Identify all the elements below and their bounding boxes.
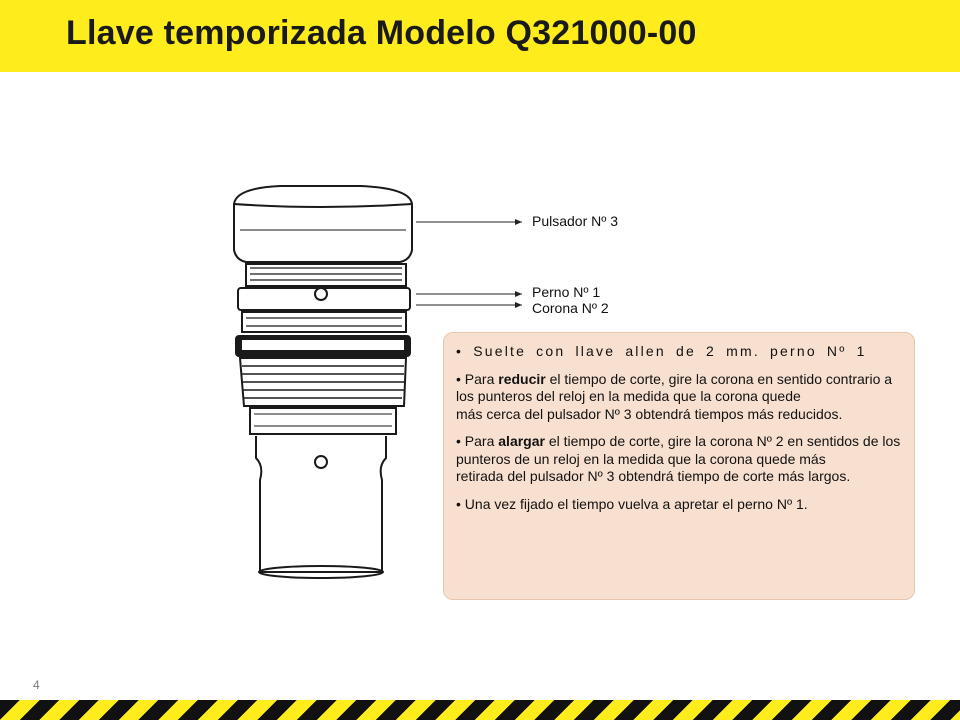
- keyword-reducir: reducir: [498, 370, 546, 387]
- instruction-step-4: • Una vez fijado el tiempo vuelva a apretar el perno Nº 1.: [456, 495, 808, 512]
- label-pulsador: Pulsador Nº 3: [532, 213, 619, 229]
- pulsador-cap: [234, 186, 412, 262]
- label-perno: Perno Nº 1: [532, 284, 601, 300]
- instruction-step-2: • Para reducir el tiempo de corte, gire la corona en sentido contrario a los punteros del reloj en la medida que la corona quede más cerca del pulsador Nº 3 obtendrá tiempos más reducidos.: [456, 370, 893, 422]
- title-bar: [0, 0, 960, 72]
- instruction-step-1: • Suelte con llave allen de 2 mm. perno Nº 1: [456, 343, 867, 359]
- page-title: Llave temporizada Modelo Q321000-00: [66, 14, 697, 52]
- instructions-box: [443, 332, 915, 600]
- perno-screw: [315, 288, 327, 300]
- label-corona: Corona Nº 2: [532, 300, 609, 316]
- page-number: 4: [33, 678, 40, 692]
- instruction-step-3: • Para alargar el tiempo de corte, gire la corona Nº 2 en sentidos de los punteros de un reloj en la medida que la corona quede más retirada del pulsador Nº 3 obtendrá tiempo de corte más largos.: [456, 433, 901, 484]
- keyword-alargar: alargar: [498, 433, 545, 449]
- hazard-stripe-footer: [0, 700, 960, 720]
